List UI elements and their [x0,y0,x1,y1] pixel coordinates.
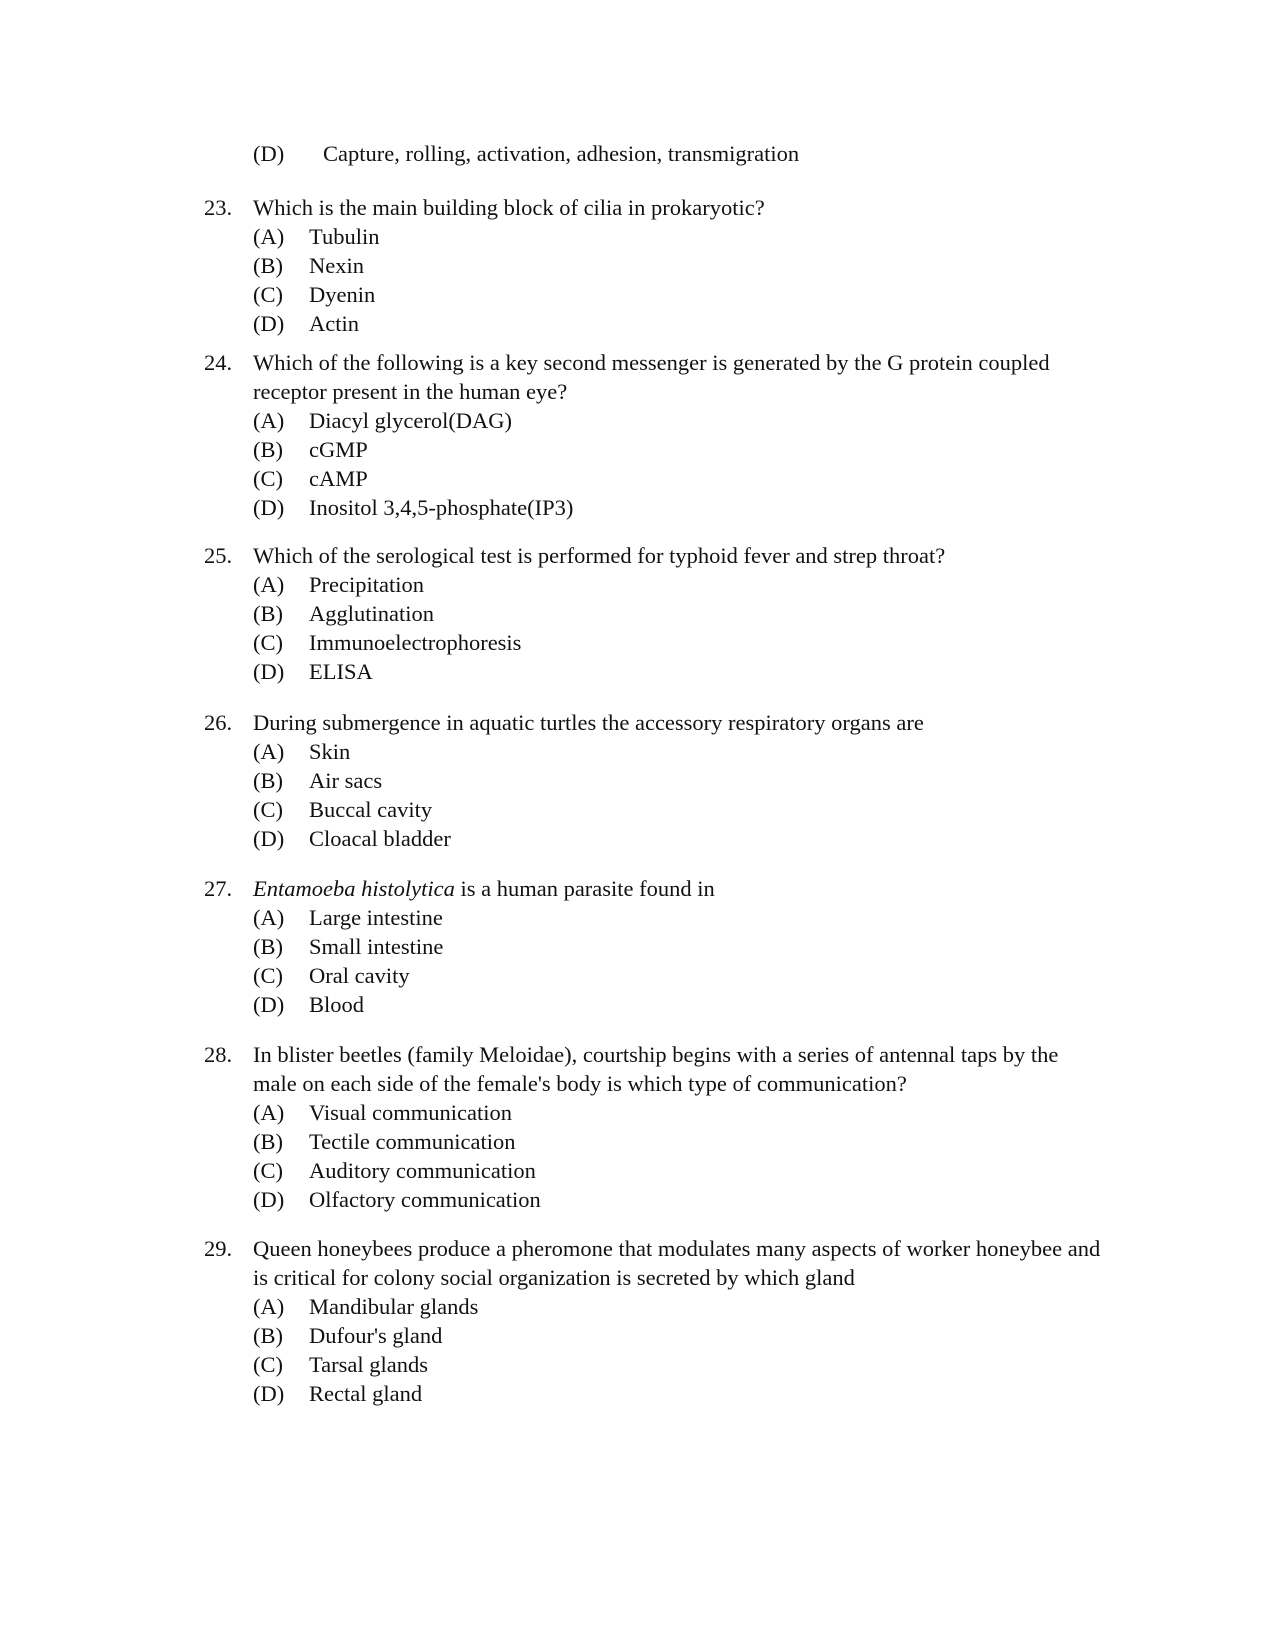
option-d: (D) Inositol 3,4,5-phosphate(IP3) [253,495,574,520]
option-a: (A) Skin [253,739,351,764]
option-c: (C) Buccal cavity [253,797,433,822]
option-a: (A) Diacyl glycerol(DAG) [253,408,513,433]
question-text: Which is the main building block of cilia in prokaryotic? [253,195,765,220]
option-a: (A) Precipitation [253,572,424,597]
question-number: 27. [204,876,233,901]
question-text: Entamoeba histolytica is a human parasite found in [253,876,715,901]
option-d: (D) Olfactory communication [253,1187,541,1212]
option-b: (B) cGMP [253,437,368,462]
question-text: During submergence in aquatic turtles the accessory respiratory organs are [253,710,924,735]
species-name: Entamoeba histolytica [253,876,455,901]
option-a: (A) Mandibular glands [253,1294,479,1319]
option-c: (C) Immunoelectrophoresis [253,630,522,655]
option-label: (D) [253,141,285,166]
question-number: 24. [204,350,233,375]
option-c: (C) Auditory communication [253,1158,536,1183]
option-list [253,1098,1104,1214]
question-number: 25. [204,543,233,568]
question-number: 29. [204,1236,233,1261]
option-a: (A) Tubulin [253,224,380,249]
question-29 [204,1234,1104,1408]
option-list [253,406,1104,522]
question-text: In blister beetles (family Meloidae), courtship begins with a series of antennal taps by the male on each side of the female's body is which type of communication? [253,1042,1059,1096]
carryover-option [253,139,799,168]
option-b: (B) Agglutination [253,601,434,626]
option-text: Capture, rolling, activation, adhesion, transmigration [323,141,800,166]
option-d: (D) Actin [253,311,359,336]
option-c: (C) cAMP [253,466,368,491]
question-25 [204,541,1104,686]
option-list [253,222,1104,338]
option-list [253,737,1104,853]
question-23 [204,193,1104,338]
question-number: 23. [204,195,233,220]
option-list [253,570,1104,686]
question-28 [204,1040,1104,1214]
option-c: (C) Dyenin [253,282,376,307]
question-number: 26. [204,710,233,735]
option-list [253,903,1104,1019]
option-a: (A) Large intestine [253,905,443,930]
question-27 [204,874,1104,1019]
option-b: (B) Air sacs [253,768,383,793]
question-text: Which of the serological test is performed for typhoid fever and strep throat? [253,543,946,568]
option-d: (D) Blood [253,992,365,1017]
option-d: (D) Rectal gland [253,1381,423,1406]
question-number: 28. [204,1042,233,1067]
option-d: (D) Cloacal bladder [253,826,451,851]
option-b: (B) Tectile communication [253,1129,516,1154]
question-26 [204,708,1104,853]
question-text: Queen honeybees produce a pheromone that modulates many aspects of worker honeybee and is critical for colony social organization is secreted by which gland [253,1236,1101,1290]
option-b: (B) Nexin [253,253,364,278]
option-b: (B) Dufour's gland [253,1323,443,1348]
option-d: (D) ELISA [253,659,373,684]
option-c: (C) Tarsal glands [253,1352,429,1377]
option-c: (C) Oral cavity [253,963,410,988]
question-24 [204,348,1104,522]
option-list [253,1292,1104,1408]
option-a: (A) Visual communication [253,1100,512,1125]
question-text: Which of the following is a key second messenger is generated by the G protein coupled receptor present in the human eye? [253,350,1050,404]
option-b: (B) Small intestine [253,934,444,959]
